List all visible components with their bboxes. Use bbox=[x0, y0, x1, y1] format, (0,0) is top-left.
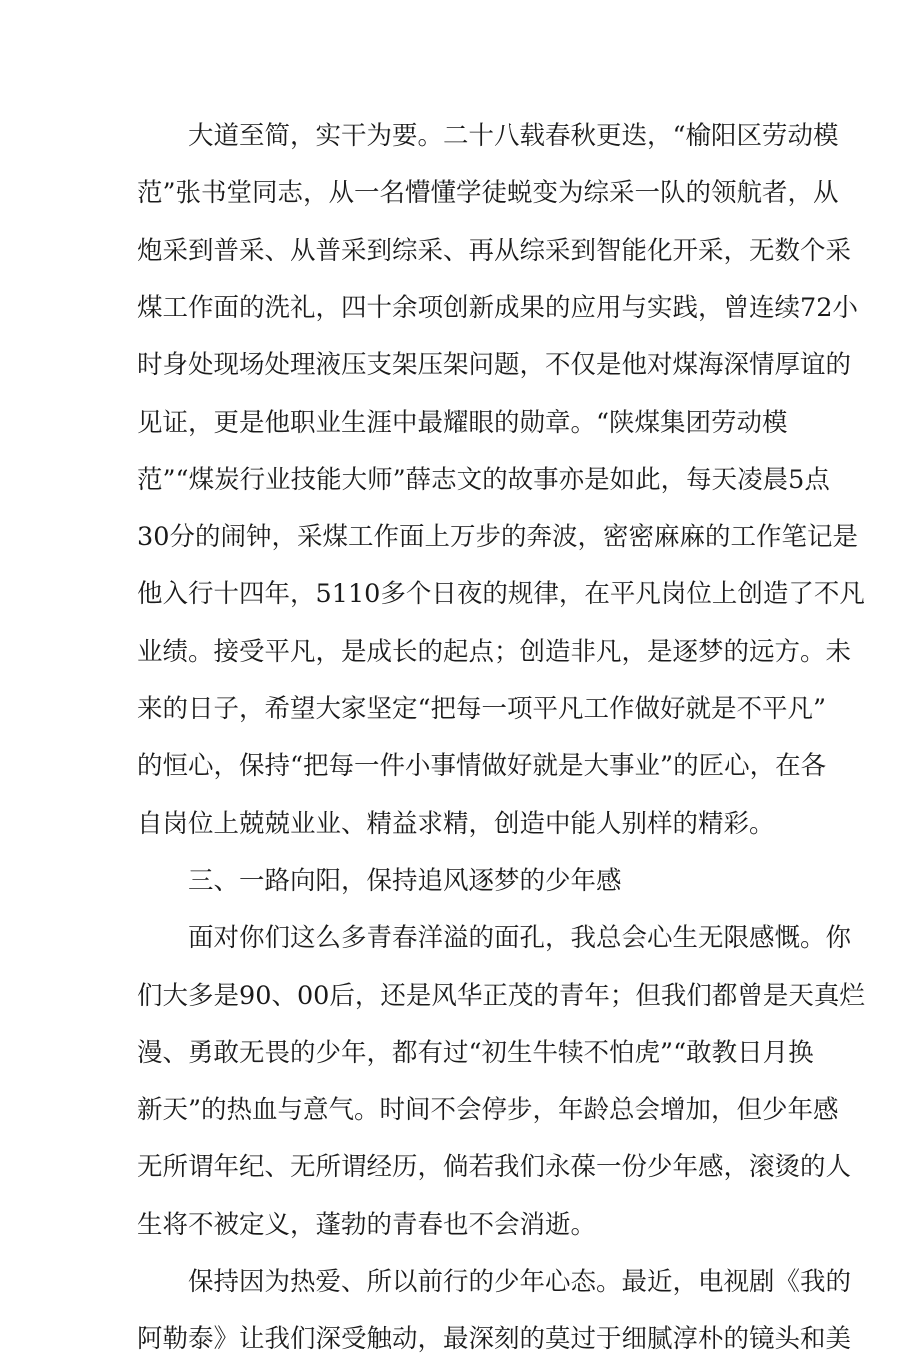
line-text: 煤工作面的洗礼，四十余项创新成果的应用与实践，曾连续72小 bbox=[137, 293, 858, 323]
line-text: 30分的闹钟，采煤工作面上万步的奔波，密密麻麻的工作笔记是 bbox=[137, 522, 858, 552]
line-text: 面对你们这么多青春洋溢的面孔，我总会心生无限感慨。你 bbox=[188, 923, 852, 953]
paragraph-line bbox=[0, 910, 920, 966]
paragraph-line bbox=[0, 509, 920, 565]
line-text: 炮采到普采、从普采到综采、再从综采到智能化开采，无数个采 bbox=[137, 236, 852, 266]
line-text: 漫、勇敢无畏的少年，都有过“初生牛犊不怕虎”“敢教日月换 bbox=[137, 1038, 814, 1068]
line-text: 业绩。接受平凡，是成长的起点；创造非凡，是逐梦的远方。未 bbox=[137, 637, 852, 667]
paragraph-line bbox=[0, 1139, 920, 1195]
paragraph-line bbox=[0, 738, 920, 794]
paragraph-line bbox=[0, 280, 920, 336]
paragraph-line bbox=[0, 624, 920, 680]
paragraph-line bbox=[0, 452, 920, 508]
line-text: 新天”的热血与意气。时间不会停步，年龄总会增加，但少年感 bbox=[137, 1095, 839, 1125]
line-text: 们大多是90、00后，还是风华正茂的青年；但我们都曾是天真烂 bbox=[137, 981, 865, 1011]
line-text: 保持因为热爱、所以前行的少年心态。最近，电视剧《我的 bbox=[188, 1267, 852, 1297]
paragraph-line bbox=[0, 395, 920, 451]
paragraph-line bbox=[0, 796, 920, 852]
line-text: 的恒心，保持“把每一件小事情做好就是大事业”的匠心，在各 bbox=[137, 751, 827, 781]
paragraph-line bbox=[0, 566, 920, 622]
section-heading bbox=[0, 853, 920, 909]
paragraph-line bbox=[0, 1197, 920, 1253]
section-heading-text: 三、一路向阳，保持追风逐梦的少年感 bbox=[188, 866, 622, 896]
line-text: 来的日子，希望大家坚定“把每一项平凡工作做好就是不平凡” bbox=[137, 694, 827, 724]
line-text: 时身处现场处理液压支架压架问题，不仅是他对煤海深情厚谊的 bbox=[137, 350, 852, 380]
line-text: 大道至简，实干为要。二十八载春秋更迭，“榆阳区劳动模 bbox=[188, 121, 839, 151]
line-text: 他入行十四年，5110多个日夜的规律，在平凡岗位上创造了不凡 bbox=[137, 579, 865, 609]
line-text: 自岗位上兢兢业业、精益求精，创造中能人别样的精彩。 bbox=[137, 809, 775, 839]
paragraph-line bbox=[0, 1082, 920, 1138]
paragraph-line bbox=[0, 165, 920, 221]
paragraph-line bbox=[0, 1311, 920, 1367]
line-text: 范”张书堂同志，从一名懵懂学徒蜕变为综采一队的领航者，从 bbox=[137, 178, 839, 208]
line-text: 无所谓年纪、无所谓经历，倘若我们永葆一份少年感，滚烫的人 bbox=[137, 1152, 852, 1182]
paragraph-line bbox=[0, 337, 920, 393]
paragraph-line bbox=[0, 681, 920, 737]
line-text: 范”“煤炭行业技能大师”薛志文的故事亦是如此，每天凌晨5点 bbox=[137, 465, 830, 495]
paragraph-line bbox=[0, 968, 920, 1024]
paragraph-line bbox=[0, 1254, 920, 1310]
paragraph-line bbox=[0, 108, 920, 164]
paragraph-line bbox=[0, 223, 920, 279]
line-text: 阿勒泰》让我们深受触动，最深刻的莫过于细腻淳朴的镜头和美 bbox=[137, 1324, 852, 1354]
line-text: 见证，更是他职业生涯中最耀眼的勋章。“陕煤集团劳动模 bbox=[137, 408, 788, 438]
line-text: 生将不被定义，蓬勃的青春也不会消逝。 bbox=[137, 1210, 597, 1240]
paragraph-line bbox=[0, 1025, 920, 1081]
